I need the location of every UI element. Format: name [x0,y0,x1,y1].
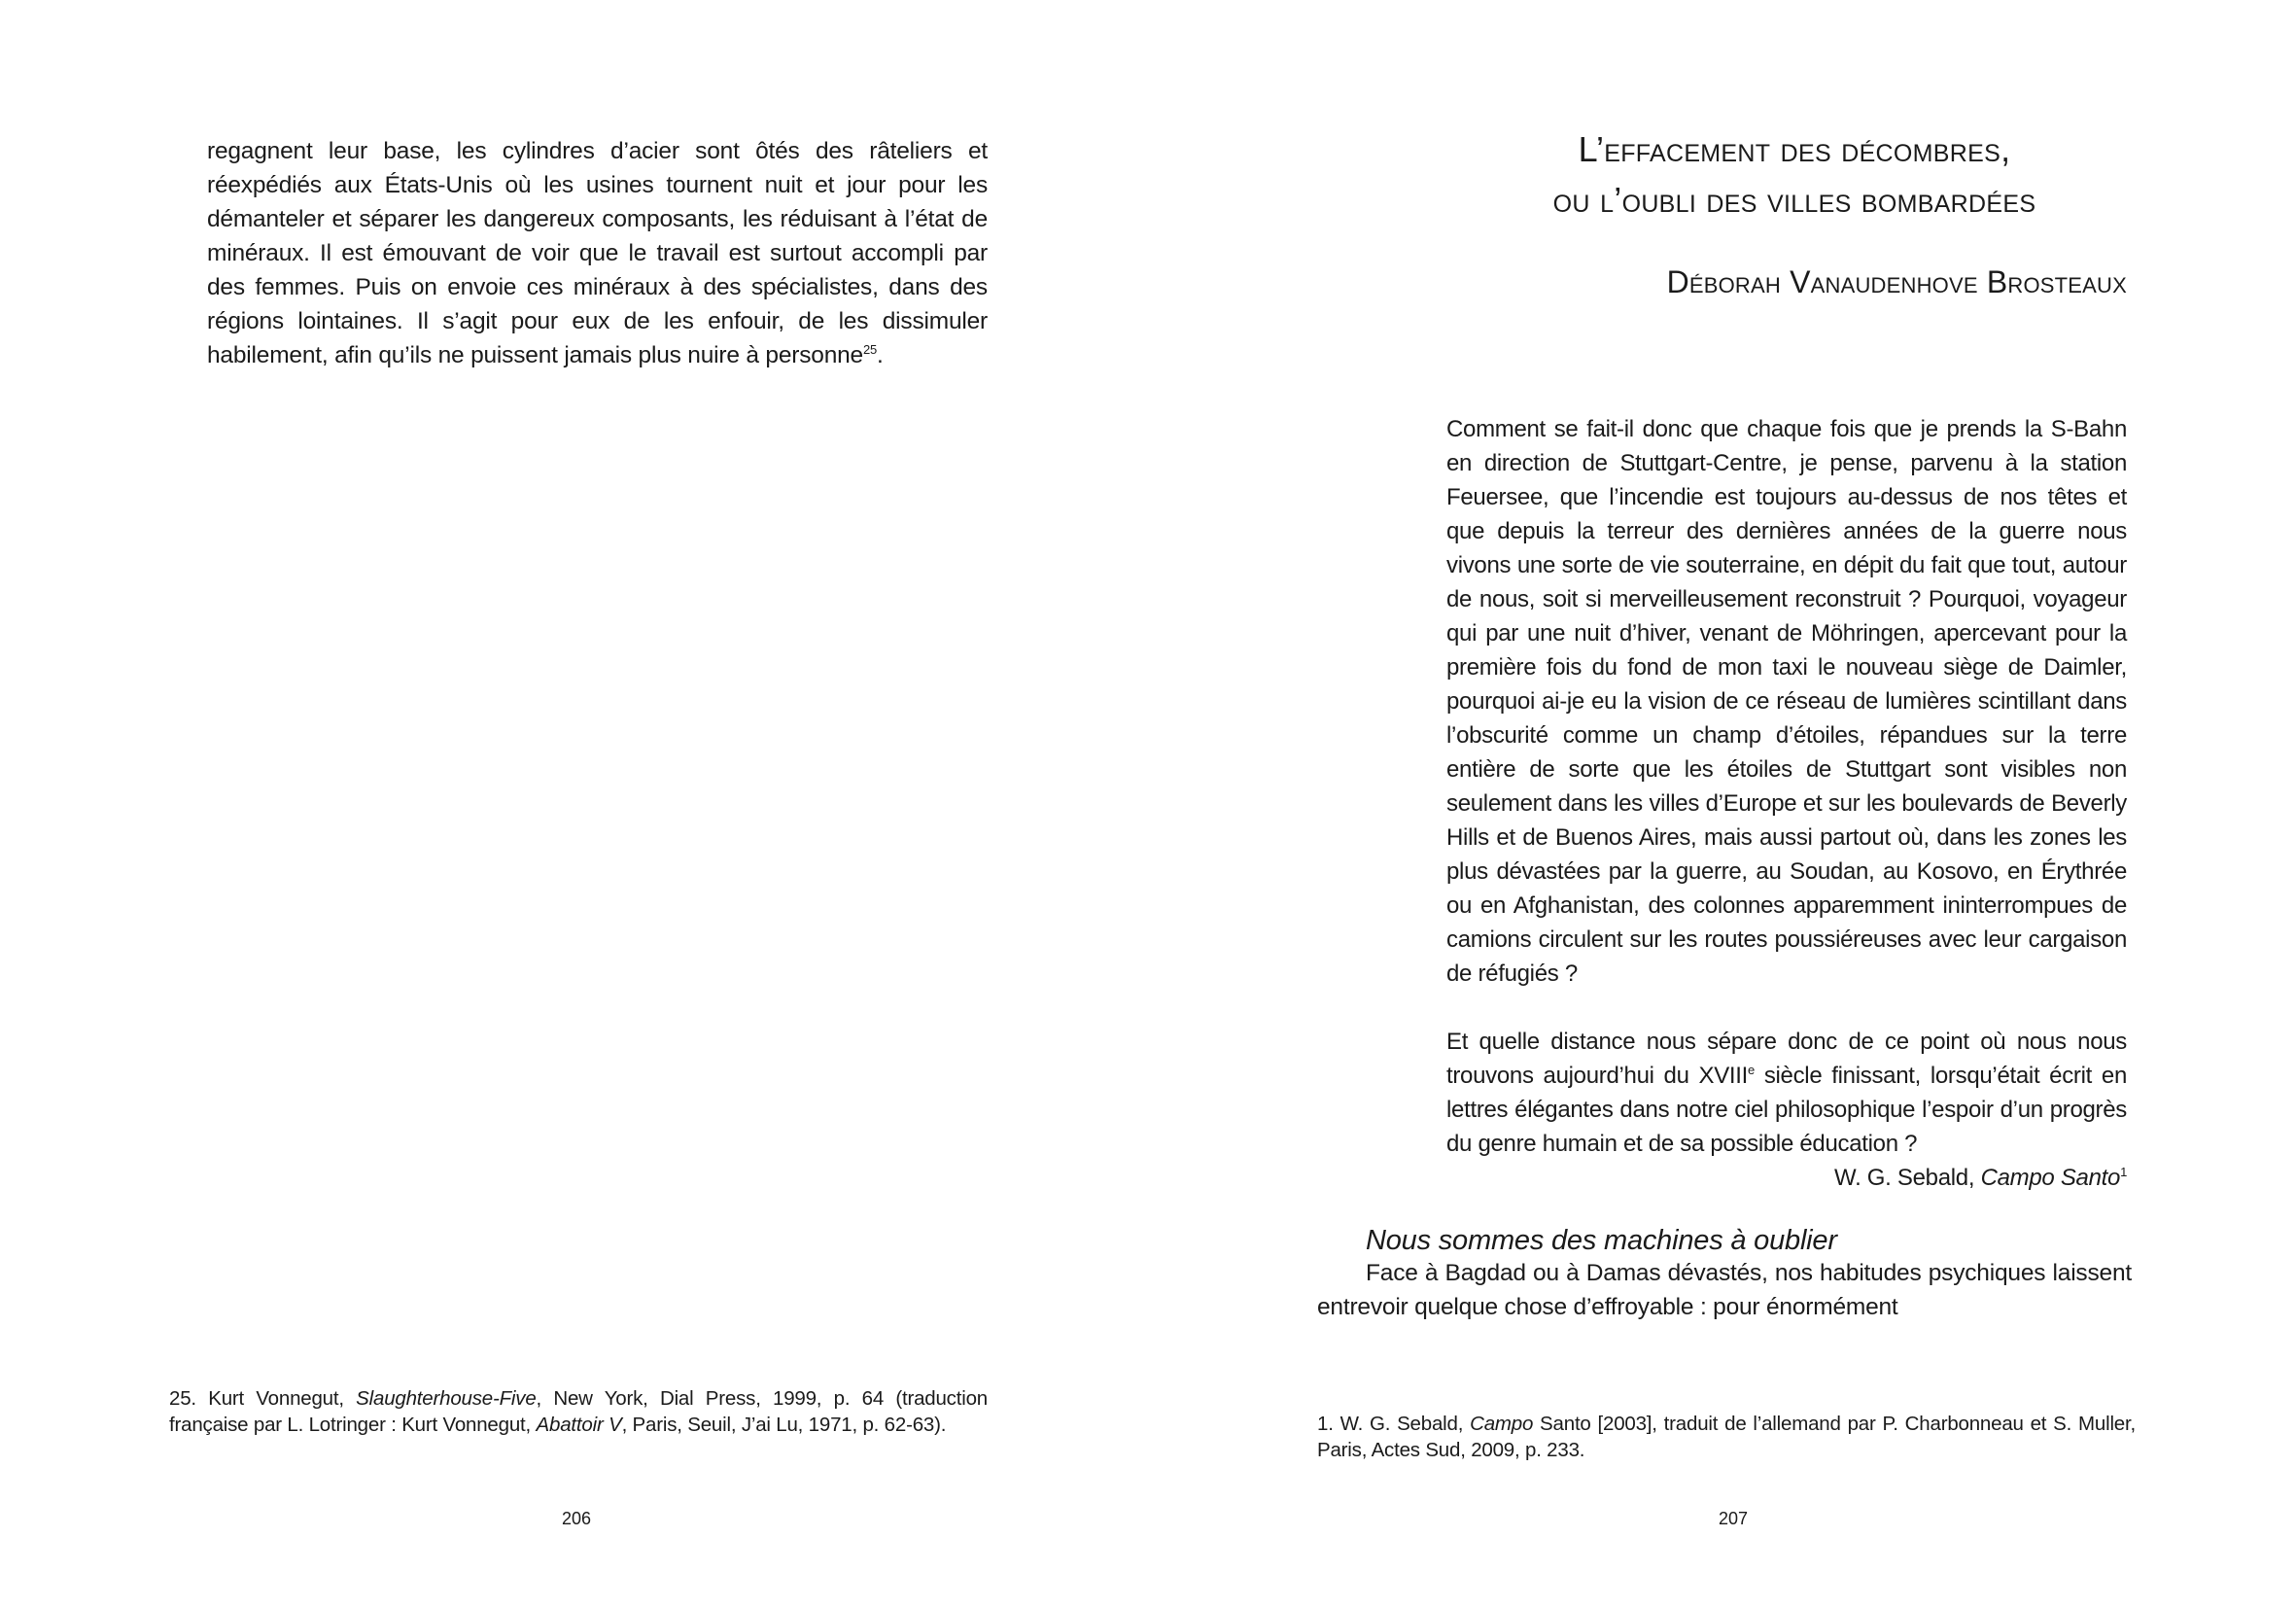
section-heading: Nous sommes des machines à oublier [1366,1225,1837,1256]
footnote-number: 25. [169,1387,196,1410]
footnote-book-title: Slaughterhouse-Five [356,1387,537,1410]
right-page [1148,0,2296,1607]
epigraph [1446,412,2127,1195]
chapter-author: Déborah Vanaudenhove Brosteaux [1666,264,2127,299]
paragraph-spacer [1446,991,2127,1025]
paragraph-end: . [877,342,884,368]
chapter-title [1391,124,2198,226]
right-footnote [1317,1412,2136,1463]
epigraph-text: siècle finissant, lorsqu’était écrit en lettres élégantes dans notre ciel philosophique l’espoir d’un progrès du genre humain et de sa possible éducation ? [1446,1063,2127,1157]
footnote-reference[interactable]: 25 [862,342,878,357]
left-footnote [169,1386,988,1438]
footnote-book-title: Abattoir V [536,1413,622,1436]
epigraph-source-author: W. G. Sebald, [1834,1165,1981,1191]
epigraph-text: Et quelle distance nous sépare donc de ce point où nous nous trouvons aujourd’hui du XVIII [1446,1029,2127,1089]
right-body-text [1317,1256,2132,1324]
epigraph-paragraph-2 [1446,1025,2127,1161]
right-paragraph: Face à Bagdad ou à Damas dévastés, nos habitudes psychiques laissent entrevoir quelque chose d’effroyable : pour énormément [1317,1260,2132,1320]
epigraph-paragraph-1: Comment se fait-il donc que chaque fois que je prends la S-Bahn en direction de Stuttgart-Centre, je pense, parvenu à la station Feuersee, que l’incendie est toujours au-dessus de nos têtes et que depuis la terreur des dernières années de la guerre nous vivons une sorte de vie souterraine, en dépit du fait que tout, autour de nous, soit si merveilleusement reconstruit ? Pourquoi, voyageur qui par une nuit d’hiver, venant de Möhringen, apercevant pour la première fois du fond de mon taxi le nouveau siège de Daimler, pourquoi ai-je eu la vision de ce réseau de lumières scintillant dans l’obscurité comme un champ d’étoiles, répandues sur la terre entière de sorte que les étoiles de Stuttgart sont visibles non seulement dans les villes d’Europe et sur les boulevards de Beverly Hills et de Buenos Aires, mais aussi partout où, dans les zones les plus dévastées par la guerre, au Soudan, au Kosovo, en Érythrée ou en Afghanistan, des colonnes apparemment ininterrompues de camions circulent sur les routes poussiéreuses avec leur cargaison de réfugiés ? [1446,416,2127,987]
footnote-reference[interactable]: 1 [2120,1165,2127,1179]
footnote-text: , Paris, Seuil, J’ai Lu, 1971, p. 62-63). [621,1413,947,1436]
left-paragraph [207,134,988,372]
page-number-left: 206 [561,1509,592,1528]
page-number-right: 207 [1718,1509,1749,1528]
paragraph-text: regagnent leur base, les cylindres d’acier sont ôtés des râteliers et réexpédiés aux États-Unis où les usines tournent nuit et jour pour les démanteler et séparer les dangereux composants, les réduisant à l’état de minéraux. Il est émouvant de voir que le travail est surtout accompli par des femmes. Puis on envoie ces minéraux à des spécialistes, dans des régions lointaines. Il s’agit pour eux de les enfouir, de les dissimuler habilement, afin qu’ils ne puissent jamais plus nuire à personne [207,138,988,368]
epigraph-source [1446,1161,2127,1195]
century-superscript: e [1748,1063,1755,1077]
footnote-number: 1. [1317,1413,1334,1435]
chapter-title-line-1: L’effacement des décombres, [1578,129,2011,169]
epigraph-source-title: Campo Santo [1980,1165,2121,1191]
footnote-text: Kurt Vonnegut, [195,1387,357,1410]
footnote-text: , New York, Dial Press, 1999, p. 64 (traduction française par L. Lotringer : Kurt Vonnegut, [169,1387,988,1436]
left-body-text [207,134,988,372]
footnote-text: Santo [2003], traduit de l’allemand par P. Charbonneau et S. Muller, Paris, Actes Sud, 2009, p. 233. [1317,1413,2136,1461]
footnote-book-title: Campo [1470,1413,1534,1435]
chapter-title-line-2: ou l’oubli des villes bombardées [1552,180,2036,220]
footnote-text: W. G. Sebald, [1333,1413,1471,1435]
